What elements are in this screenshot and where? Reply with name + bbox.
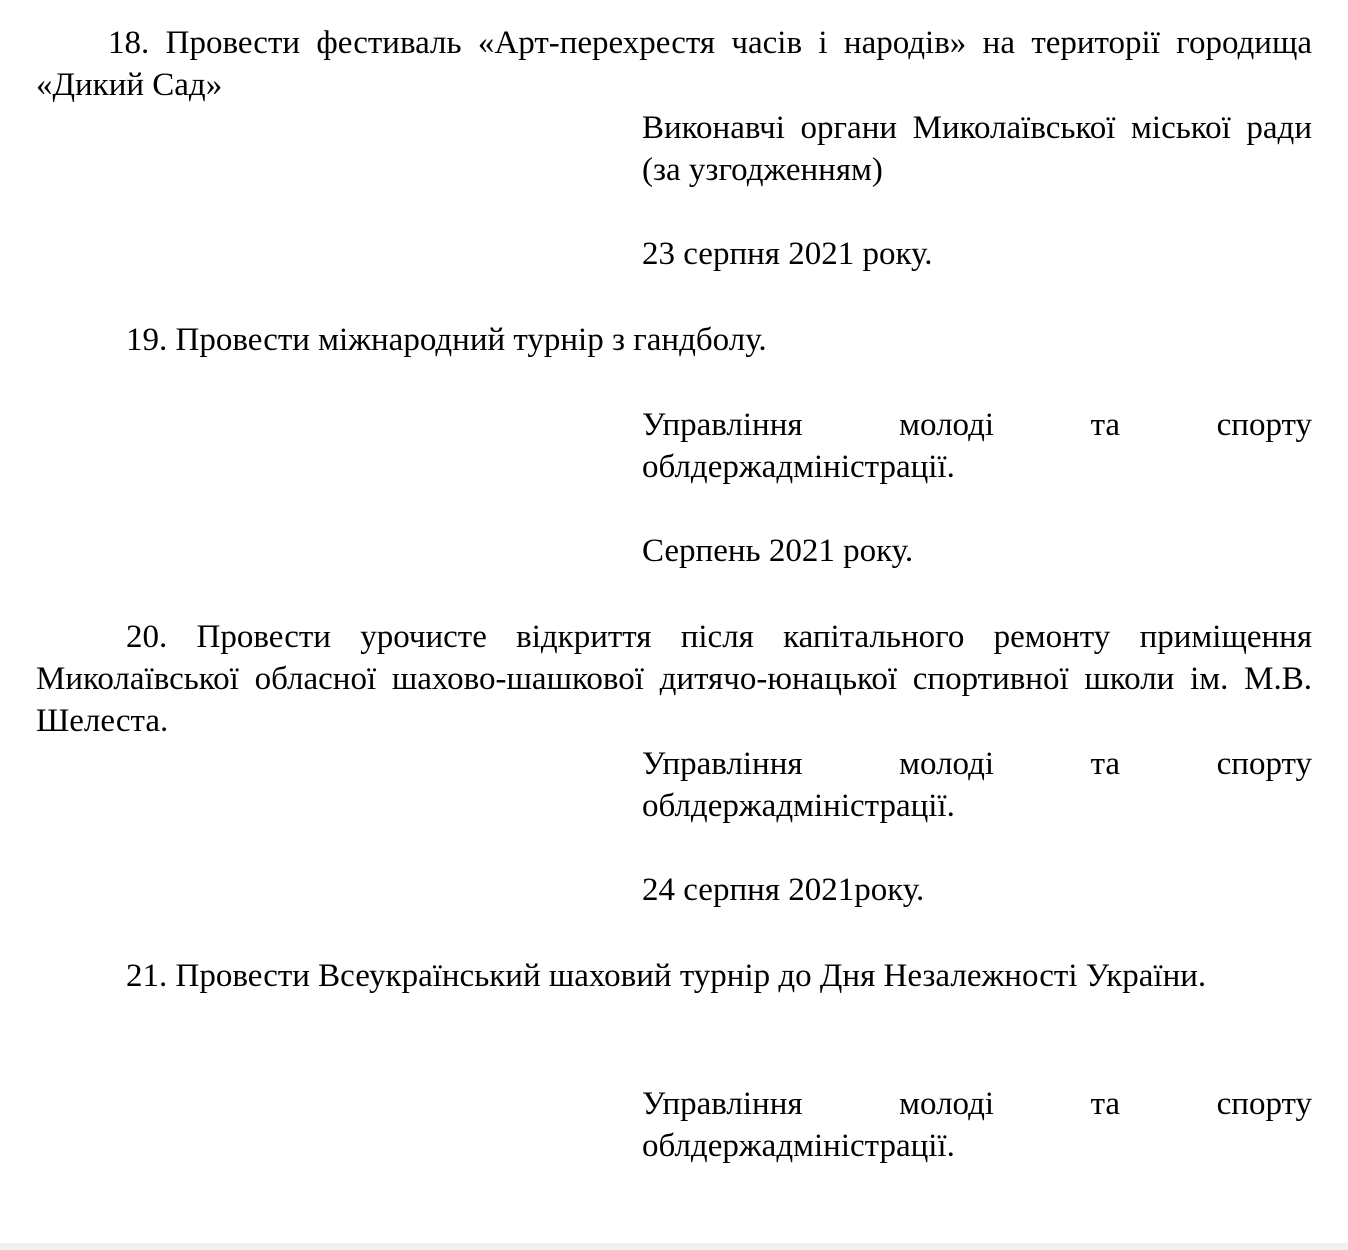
item-19-date: Серпень 2021 року.: [642, 533, 914, 569]
item-19-number: 19.: [126, 322, 168, 358]
item-20-text: [36, 616, 1312, 742]
item-21-text: [36, 955, 1312, 997]
page-bottom-edge: [0, 1243, 1348, 1250]
item-18-text: [36, 22, 1312, 106]
item-20-date: 24 серпня 2021року.: [642, 872, 925, 908]
item-21-responsible: Управління молоді та спорту облдержадміністрації.: [642, 1086, 1312, 1164]
item-21-description: Провести Всеукраїнський шаховий турнір до Дня Незалежності України.: [175, 958, 1207, 994]
item-20-description: Провести урочисте відкриття після капітального ремонту приміщення Миколаївської обласної шахово-шашкової дитячо-юнацької спортивної школи ім. М.В. Шелеста.: [36, 619, 1312, 739]
item-20-responsible: Управління молоді та спорту облдержадміністрації.: [642, 746, 1312, 824]
item-19-responsible: Управління молоді та спорту облдержадміністрації.: [642, 407, 1312, 485]
item-19-description: Провести міжнародний турнір з гандболу.: [175, 322, 767, 358]
item-20-number: 20.: [126, 619, 168, 655]
item-21-number: 21.: [126, 958, 168, 994]
item-18-date: 23 серпня 2021 року.: [642, 236, 933, 272]
item-18-number: 18.: [108, 25, 150, 61]
item-18-responsible: Виконавчі органи Миколаївської міської ради (за узгодженням): [642, 110, 1312, 188]
item-19-text: [36, 319, 1312, 361]
item-18-description: Провести фестиваль «Арт-перехрестя часів і народів» на території городища «Дикий Сад»: [36, 25, 1312, 103]
